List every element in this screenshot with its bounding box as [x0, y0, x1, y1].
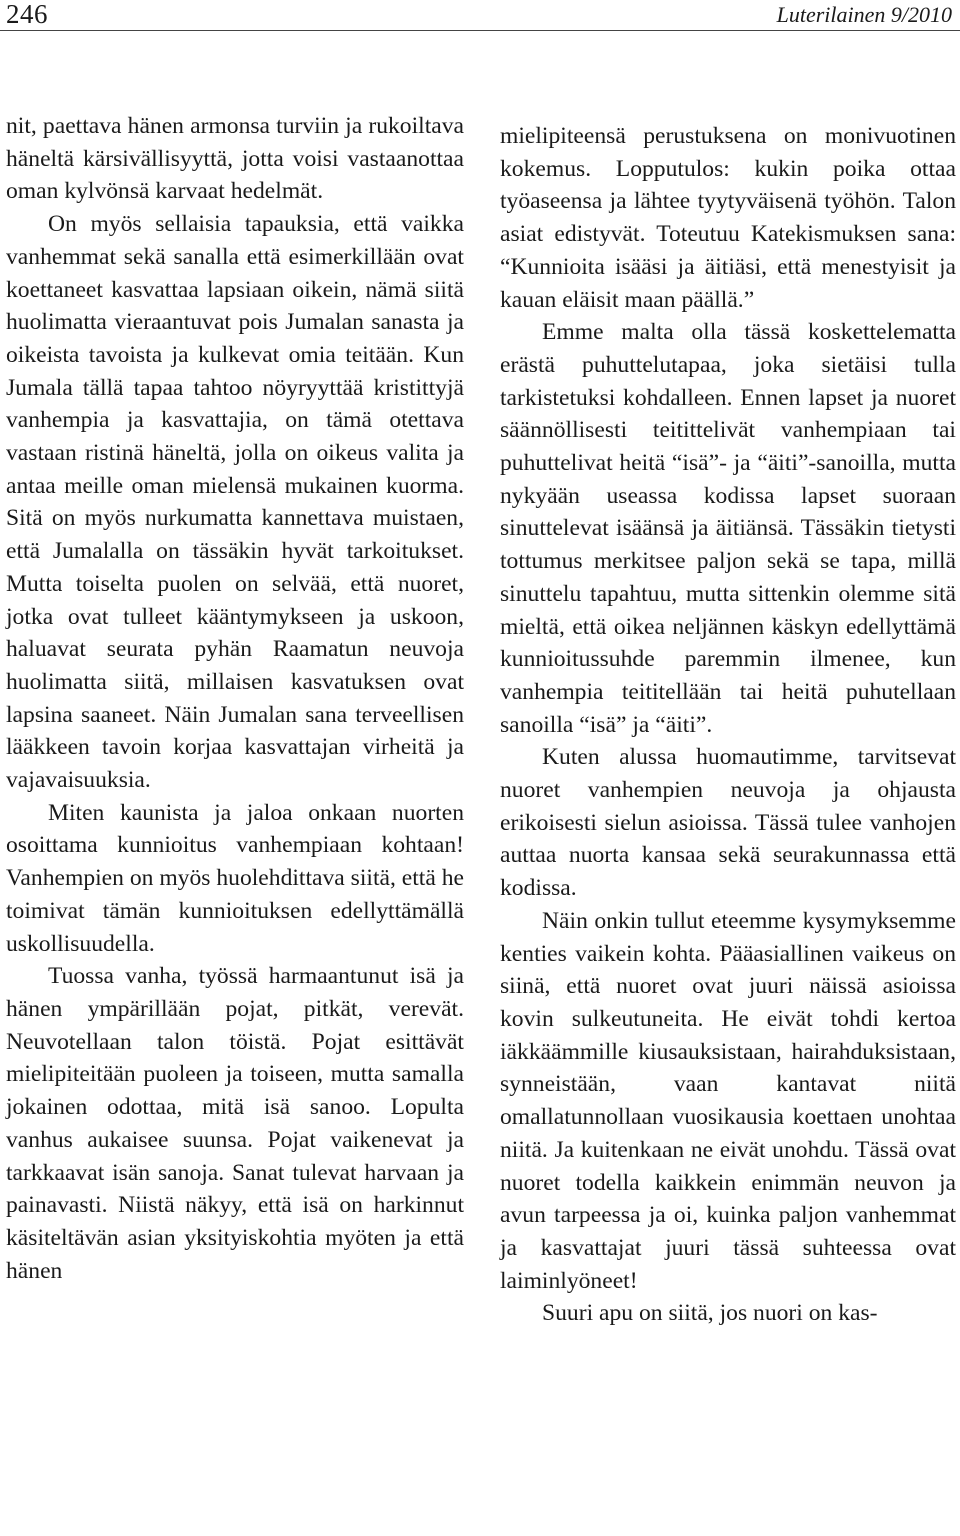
right-column	[500, 120, 956, 1330]
paragraph: Näin onkin tullut eteemme kysymyksemme kenties vaikein kohta. Pääasiallinen vaikeus on siinä, että nuoret ovat juuri näissä asioissa kovin sulkeutuneita. He eivät tohdi kertoa iäkkäämmille kiusauksistaan, hairahduksistaan, synneistään, vaan kantavat niitä omallatunnollaan vuosikausia koettaen unohtaa niitä. Ja kuitenkaan ne eivät unohdu. Tässä ovat nuoret todella kaikkein enimmän neuvon ja avun tarpeessa ja oi, kuinka paljon vanhemmat ja kasvattajat juuri tässä suhteessa ovat laiminlyöneet!	[500, 907, 956, 1294]
paragraph: Emme malta olla tässä koskettelematta erästä puhuttelutapaa, joka sietäisi tulla tarkistetuksi kohdalleen. Ennen lapset ja nuoret säännöllisesti teitittelivät vanhempiaan tai puhuttelivat heitä “isä”- ja “äiti”-sanoilla, mutta nykyään useassa kodissa lapset suoraan sinuttelevat isäänsä ja äitiänsä. Tässäkin tietysti tottumus merkitsee paljon sekä se tapa, millä sinuttelu tapahtuu, mutta sittenkin olemme sitä mieltä, että oikea neljännen käskyn edellyttämä kunnioitussuhde paremmin ilmenee, kun vanhempia teititellään tai heitä puhutellaan sanoilla “isä” ja “äiti”.	[500, 319, 956, 738]
paragraph: Suuri apu on siitä, jos nuori on kas-	[542, 1300, 878, 1327]
paragraph: Kuten alussa huomautimme, tarvitsevat nuoret vanhempien neuvoja ja ohjausta erikoisesti sielun asioissa. Tässä tulee vanhojen auttaa nuorta kansaa sekä seurakunnassa että kodissa.	[500, 744, 956, 902]
paragraph: mielipiteensä perustuksena on monivuotinen kokemus. Lopputulos: kukin poika ottaa työaseensa ja lähtee tyytyväisenä työhön. Talon asiat edistyvät. Toteutuu Katekismuksen sana: “Kunnioita isääsi ja äitiäsi, että menestyisit ja kauan eläisit maan päällä.”	[500, 123, 956, 313]
page-header	[0, 0, 960, 31]
page-number: 246	[6, 0, 48, 29]
paragraph: Tuossa vanha, työssä harmaantunut isä ja hänen ympärillään pojat, pitkät, verevät. Neuvotellaan talon töistä. Pojat esittävät mielipiteitään puoleen ja toiseen, mutta samalla jokainen odottaa, mitä isä sanoo. Lopulta vanhus aukaisee suunsa. Pojat vaikenevat ja tarkkaavat isän sanoja. Sanat tulevat harvaan ja painavasti. Niistä näkyy, että isä on harkinnut käsiteltävän asian yksityiskohtia myöten ja että hänen	[6, 963, 464, 1284]
journal-issue: Luterilainen 9/2010	[776, 2, 952, 27]
paragraph: On myös sellaisia tapauksia, että vaikka vanhemmat sekä sanalla että esimerkillään ovat koettaneet kasvattaa lapsiaan oikein, nämä siitä huolimatta vieraantuvat pois Jumalan sanasta ja oikeista tavoista ja kulkevat omia teitään. Kun Jumala tällä tapaa tahtoo nöyryyttää kristittyjä vanhempia ja kasvattajia, on tämä otettava vastaan ristinä häneltä, jolla on oikeus valita ja antaa meille oman mielensä mukainen kuorma. Sitä on myös nurkumatta kannettava muistaen, että Jumalalla on tässäkin hyvät tarkoitukset. Mutta toiselta puolen on selvää, että nuoret, jotka ovat tulleet kääntymykseen ja uskoon, haluavat seurata pyhän Raamatun neuvoja huolimatta siitä, millaisen kasvatuksen ovat lapsina saaneet. Näin Jumalan sana terveellisen lääkkeen tavoin korjaa kasvattajan virheitä ja vajavaisuuksia.	[6, 211, 464, 794]
left-column	[6, 110, 464, 1287]
paragraph: nit, paettava hänen armonsa turviin ja rukoiltava häneltä kärsivällisyyttä, jotta voisi vastaanottaa oman kylvönsä karvaat hedelmät.	[6, 113, 464, 205]
paragraph: Miten kaunista ja jaloa onkaan nuorten osoittama kunnioitus vanhempiaan kohtaan! Vanhempien on myös huolehdittava siitä, että he toimivat tämän kunnioituksen edellyttämällä uskollisuudella.	[6, 799, 465, 957]
